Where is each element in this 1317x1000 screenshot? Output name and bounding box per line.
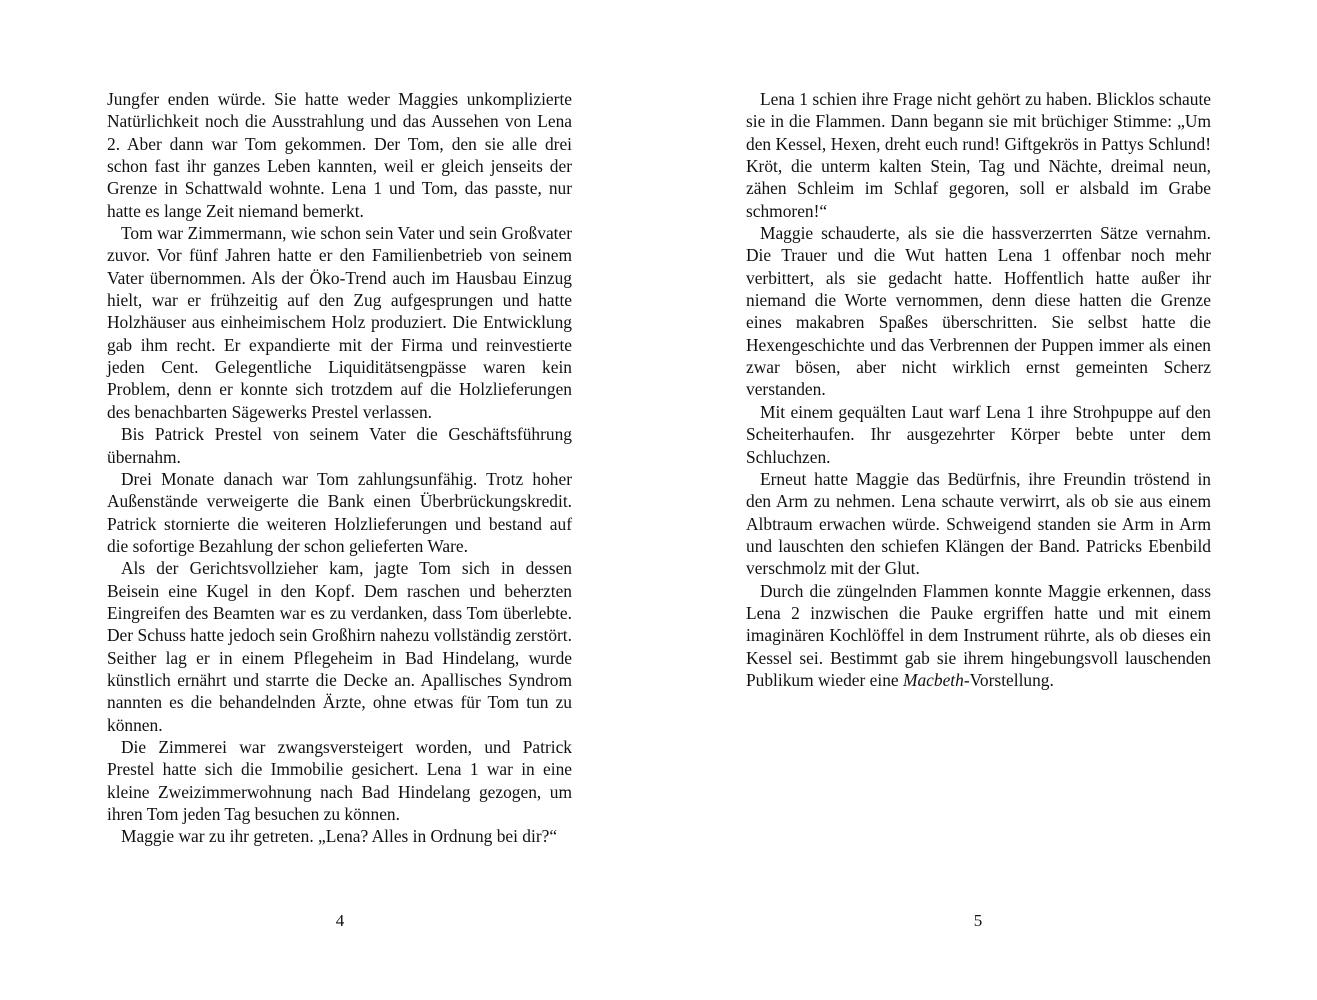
left-paragraph-3: Bis Patrick Prestel von seinem Vater die Geschäftsführung übernahm. <box>107 424 572 467</box>
left-paragraph-4: Drei Monate danach war Tom zahlungsunfähig. Trotz hoher Außenstände verweigerte die Bank einen Überbrückungskredit. Patrick stornierte die weiteren Holzlieferungen und bestand auf die sofortige Bezahlung der schon gelieferten Ware. <box>107 468 572 556</box>
macbeth-title: Macbeth <box>902 669 964 690</box>
left-paragraph-7: Maggie war zu ihr getreten. „Lena? Alles in Ordnung bei dir?“ <box>121 826 558 847</box>
right-paragraph-5 <box>746 580 1211 692</box>
left-page <box>107 88 572 848</box>
right-paragraph-4: Erneut hatte Maggie das Bedürfnis, ihre Freundin tröstend in den Arm zu nehmen. Lena schaute verwirrt, als ob sie aus einem Albtraum erwachen würde. Schweigend standen sie Arm in Arm und lauschten den schiefen Klängen der Band. Patricks Ebenbild verschmolz mit der Glut. <box>746 468 1211 579</box>
right-paragraph-1: Lena 1 schien ihre Frage nicht gehört zu haben. Blicklos schaute sie in die Flammen. Dann begann sie mit brüchiger Stimme: „Um den Kessel, Hexen, dreht euch rund! Giftgekrös in Pattys Schlund! Kröt, die unterm kalten Stein, Tag und Nächte, dreimal neun, zähen Schleim im Schlaf gegoren, soll er alsbald im Grabe schmoren!“ <box>746 89 1211 221</box>
left-paragraph-1: Jungfer enden würde. Sie hatte weder Maggies unkomplizierte Natürlichkeit noch die Ausstrahlung und das Aussehen von Lena 2. Aber dann war Tom gekommen. Der Tom, den sie alle drei schon fast ihr ganzes Leben kannten, weil er gleich jenseits der Grenze in Schattwald wohnte. Lena 1 und Tom, das passte, nur hatte es lange Zeit niemand bemerkt. <box>107 89 572 221</box>
right-paragraph-3: Mit einem gequälten Laut warf Lena 1 ihre Strohpuppe auf den Scheiterhaufen. Ihr ausgezehrter Körper bebte unter dem Schluchzen. <box>746 401 1211 467</box>
page-number-left: 4 <box>335 911 345 930</box>
left-paragraph-5: Als der Gerichtsvollzieher kam, jagte Tom sich in dessen Beisein eine Kugel in den Kopf. Dem raschen und beherzten Eingreifen des Beamten war es zu verdanken, dass Tom überlebte. Der Schuss hatte jedoch sein Großhirn nahezu vollständig zerstört. Seither lag er in einem Pflegeheim in Bad Hindelang, wurde künstlich ernährt und starrte die Decke an. Apallisches Syndrom nannten es die behandelnden Ärzte, ohne etwas für Tom tun zu können. <box>107 558 572 735</box>
left-paragraph-2: Tom war Zimmermann, wie schon sein Vater und sein Großvater zuvor. Vor fünf Jahren hatte er den Familienbetrieb von seinem Vater übernommen. Als der Öko-Trend auch im Hausbau Einzug hielt, war er frühzeitig auf den Zug aufgesprungen und hatte Holzhäuser aus einheimischem Holz produziert. Die Entwicklung gab ihm recht. Er expandierte mit der Firma und reinvestierte jeden Cent. Gelegentliche Liquiditätsengpässe waren kein Problem, denn er konnte sich trotzdem auf die Holzlieferungen des benachbarten Sägewerks Prestel verlassen. <box>107 223 572 422</box>
page-number-right: 5 <box>973 911 983 930</box>
right-page <box>746 88 1211 691</box>
right-paragraph-5-text: Durch die züngelnden Flammen konnte Maggie erkennen, dass Lena 2 inzwischen die Pauke ergriffen hatte und mit einem imaginären Kochlöffel in dem Instrument rührte, als ob dieses ein Kessel sei. Bestimmt gab sie ihrem hingebungsvoll lauschenden Publikum wieder eine <box>746 580 1211 690</box>
left-paragraph-6: Die Zimmerei war zwangsversteigert worden, und Patrick Prestel hatte sich die Immobilie gesichert. Lena 1 war in eine kleine Zweizimmerwohnung nach Bad Hindelang gezogen, um ihren Tom jeden Tag besuchen zu können. <box>107 736 572 824</box>
right-paragraph-2: Maggie schauderte, als sie die hassverzerrten Sätze vernahm. Die Trauer und die Wut hatten Lena 1 offenbar noch mehr verbittert, als sie gedacht hatte. Hoffentlich hatte außer ihr niemand die Worte vernommen, denn diese hatten die Grenze eines makabren Spaßes überschritten. Sie selbst hatte die Hexengeschichte und das Verbrennen der Puppen immer als einen zwar bösen, aber nicht wirklich ernst gemeinten Scherz verstanden. <box>746 223 1211 400</box>
right-paragraph-5-tail: -Vorstellung. <box>963 669 1054 690</box>
